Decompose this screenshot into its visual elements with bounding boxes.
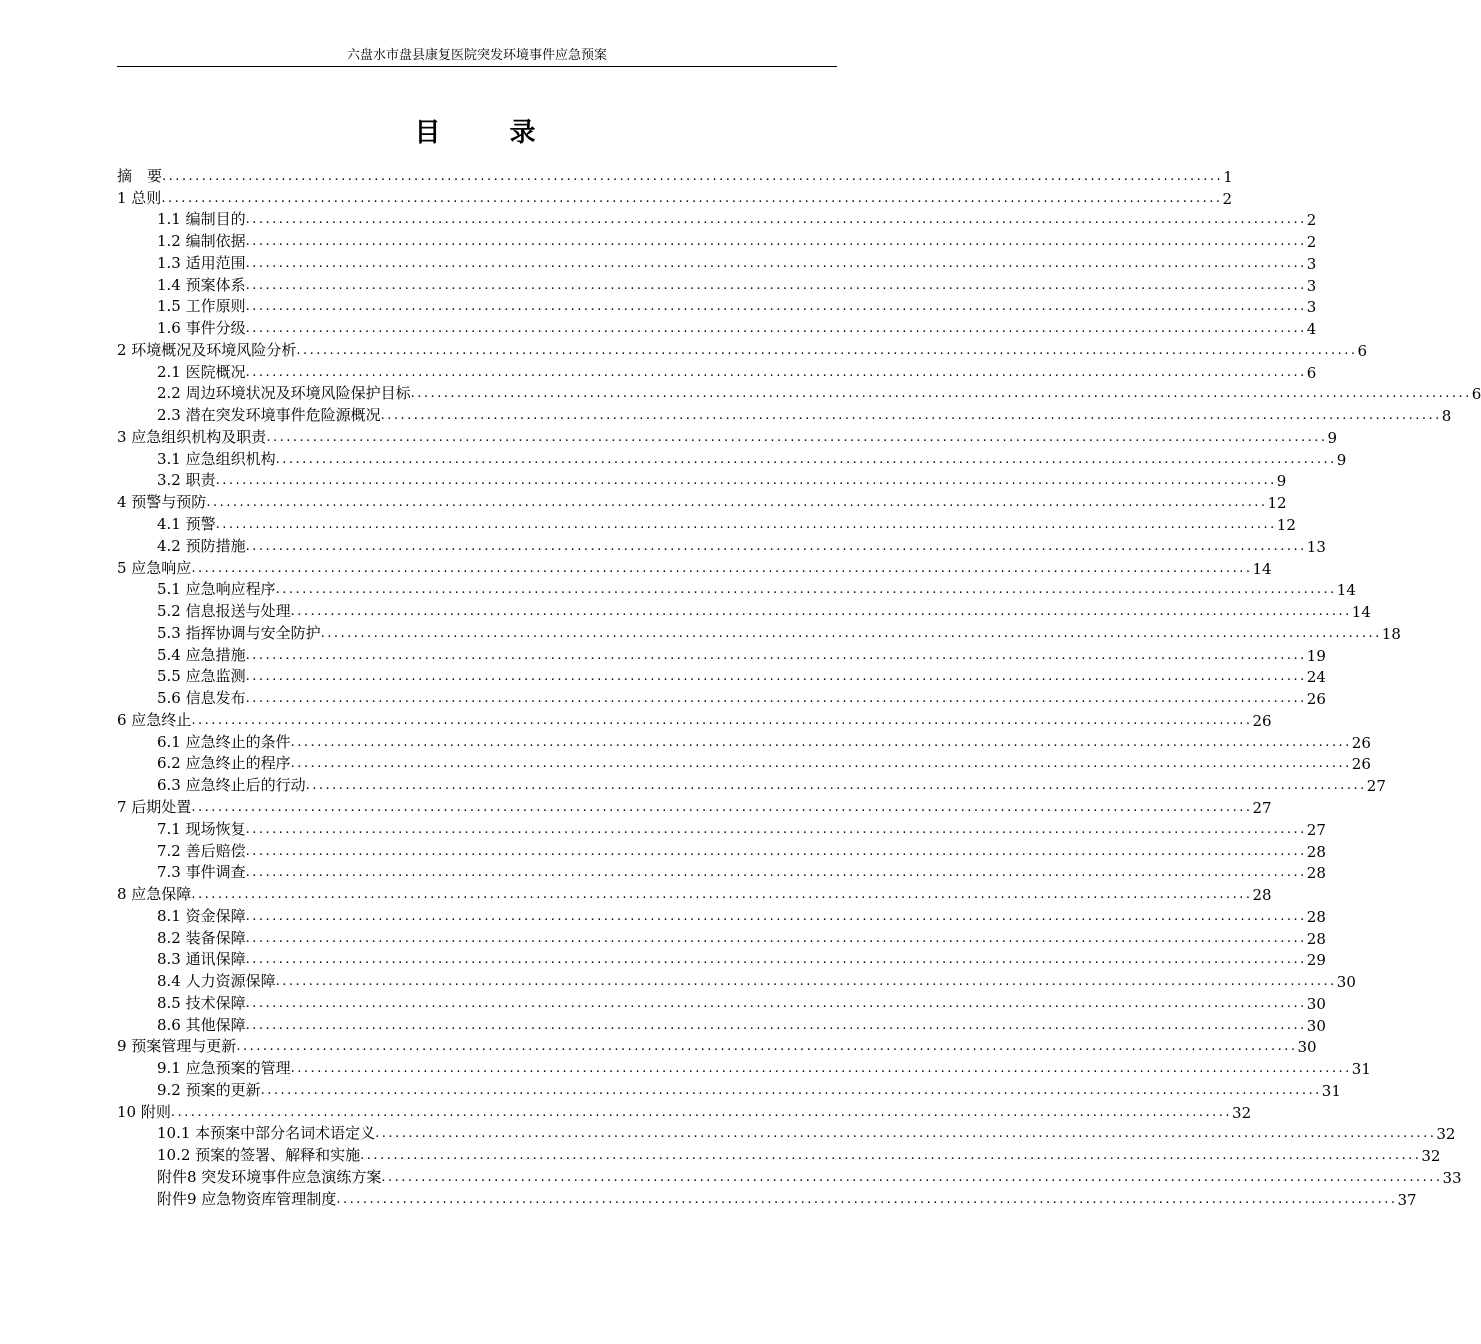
toc-dot-leader: ................................................................................................................................................................ <box>245 952 1307 968</box>
toc-entry[interactable] <box>117 1078 1341 1100</box>
toc-entry[interactable] <box>117 730 1371 752</box>
toc-dot-leader: ................................................................................................................................................................ <box>245 277 1307 293</box>
toc-entry-page: 32 <box>1421 1147 1441 1166</box>
toc-entry[interactable] <box>117 1122 1456 1144</box>
toc-entry-label: 6.2 应急终止的程序 <box>157 754 291 773</box>
toc-entry-page: 14 <box>1336 581 1356 600</box>
toc-entry-label: 6.1 应急终止的条件 <box>157 732 291 751</box>
toc-entry-label: 5.2 信息报送与处理 <box>157 602 291 621</box>
toc-dot-leader: ................................................................................................................................................................ <box>320 625 1382 641</box>
toc-dot-leader: ................................................................................................................................................................ <box>260 1082 1322 1098</box>
toc-entry[interactable] <box>117 1056 1371 1079</box>
toc-entry[interactable] <box>117 425 1338 447</box>
toc-dot-leader: ................................................................................................................................................................ <box>191 560 1253 576</box>
toc-dot-leader: ................................................................................................................................................................ <box>290 604 1352 620</box>
toc-entry[interactable] <box>117 752 1371 774</box>
toc-entry-label: 附件9 应急物资库管理制度 <box>157 1189 337 1208</box>
toc-entry-label: 1.5 工作原则 <box>157 297 246 316</box>
toc-entry-label: 1.1 编制目的 <box>157 210 246 229</box>
toc-entry[interactable] <box>117 338 1368 360</box>
toc-entry-page: 8 <box>1441 407 1452 426</box>
toc-entry-label: 9.2 预案的更新 <box>157 1080 261 1099</box>
toc-entry-page: 27 <box>1252 798 1272 817</box>
toc-entry-label: 8.4 人力资源保障 <box>157 972 276 991</box>
toc-entry-label: 7.1 现场恢复 <box>157 819 246 838</box>
toc-entry-label: 10.1 本预案中部分名词术语定义 <box>157 1124 376 1143</box>
toc-entry-label: 摘 要 <box>117 166 163 185</box>
toc-entry-label: 5.6 信息发布 <box>157 689 246 708</box>
toc-entry-page: 2 <box>1306 233 1317 252</box>
toc-entry-page: 2 <box>1306 211 1317 230</box>
toc-entry-page: 9 <box>1327 428 1338 447</box>
toc-entry[interactable] <box>117 208 1317 230</box>
toc-entry[interactable] <box>117 316 1317 339</box>
toc-dot-leader: ................................................................................................................................................................ <box>245 930 1307 946</box>
toc-entry-label: 4 预警与预防 <box>117 493 207 512</box>
toc-dot-leader: ................................................................................................................................................................ <box>245 691 1307 707</box>
toc-entry-page: 6 <box>1306 363 1317 382</box>
toc-entry-page: 27 <box>1366 777 1386 796</box>
toc-entry[interactable] <box>117 1143 1441 1166</box>
toc-dot-leader: ................................................................................................................................................................ <box>215 517 1277 533</box>
toc-entry[interactable] <box>117 621 1401 643</box>
toc-entry-label: 3.2 职责 <box>157 471 216 490</box>
toc-entry[interactable] <box>117 556 1272 578</box>
toc-entry-page: 19 <box>1306 646 1326 665</box>
toc-entry[interactable] <box>117 469 1287 491</box>
toc-entry-page: 3 <box>1306 298 1317 317</box>
toc-dot-leader: ................................................................................................................................................................ <box>162 168 1224 184</box>
toc-dot-leader: ................................................................................................................................................................ <box>410 386 1472 402</box>
toc-entry[interactable] <box>117 186 1233 208</box>
toc-entry-label: 5.1 应急响应程序 <box>157 580 276 599</box>
toc-dot-leader: ................................................................................................................................................................ <box>245 299 1307 315</box>
toc-dot-leader: ................................................................................................................................................................ <box>290 756 1352 772</box>
toc-entry-label: 2.3 潜在突发环境事件危险源概况 <box>157 406 381 425</box>
toc-entry-page: 4 <box>1306 320 1317 339</box>
toc-entry[interactable] <box>117 1035 1317 1057</box>
toc-entry-page: 33 <box>1442 1168 1462 1187</box>
toc-entry-page: 3 <box>1306 254 1317 273</box>
toc-dot-leader: ................................................................................................................................................................ <box>245 255 1307 271</box>
toc-entry-label: 4.2 预防措施 <box>157 536 246 555</box>
toc-entry-label: 8 应急保障 <box>117 885 192 904</box>
toc-dot-leader: ................................................................................................................................................................ <box>245 538 1307 554</box>
toc-dot-leader: ................................................................................................................................................................ <box>245 1017 1307 1033</box>
toc-entry-label: 9 预案管理与更新 <box>117 1037 237 1056</box>
toc-title: 目 录 <box>414 118 566 148</box>
toc-entry[interactable] <box>117 817 1326 839</box>
toc-dot-leader: ................................................................................................................................................................ <box>360 1148 1422 1164</box>
toc-entry-label: 8.3 通讯保障 <box>157 950 246 969</box>
toc-entry-page: 6 <box>1471 385 1481 404</box>
toc-entry[interactable] <box>117 360 1317 382</box>
toc-entry[interactable] <box>117 1100 1252 1122</box>
toc-entry-label: 3.1 应急组织机构 <box>157 449 276 468</box>
toc-dot-leader: ................................................................................................................................................................ <box>380 408 1442 424</box>
toc-entry[interactable] <box>117 447 1347 469</box>
toc-entry-label: 2 环境概况及环境风险分析 <box>117 340 297 359</box>
toc-dot-leader: ................................................................................................................................................................ <box>275 974 1337 990</box>
toc-entry-page: 9 <box>1336 450 1347 469</box>
toc-entry-page: 30 <box>1297 1038 1317 1057</box>
toc-entry-label: 7.3 事件调查 <box>157 863 246 882</box>
toc-entry[interactable] <box>117 665 1326 687</box>
toc-entry-page: 9 <box>1276 472 1287 491</box>
toc-entry-label: 1 总则 <box>117 188 162 207</box>
toc-entry-label: 6.3 应急终止后的行动 <box>157 776 306 795</box>
toc-dot-leader: ................................................................................................................................................................ <box>170 1104 1233 1120</box>
toc-entry[interactable] <box>117 578 1356 600</box>
toc-entry-label: 1.2 编制依据 <box>157 232 246 251</box>
toc-entry-page: 31 <box>1351 1060 1371 1079</box>
toc-dot-leader: ................................................................................................................................................................ <box>275 582 1337 598</box>
toc-entry-page: 32 <box>1232 1103 1252 1122</box>
toc-entry-label: 8.2 装备保障 <box>157 928 246 947</box>
toc-dot-leader: ................................................................................................................................................................ <box>245 321 1307 337</box>
toc-entry-label: 4.1 预警 <box>157 515 216 534</box>
toc-entry-page: 13 <box>1306 537 1326 556</box>
toc-dot-leader: ................................................................................................................................................................ <box>290 1061 1352 1077</box>
toc-dot-leader: ................................................................................................................................................................ <box>296 342 1358 358</box>
toc-dot-leader: ................................................................................................................................................................ <box>236 1039 1298 1055</box>
toc-dot-leader: ................................................................................................................................................................ <box>275 451 1337 467</box>
toc-entry[interactable] <box>117 969 1356 992</box>
toc-dot-leader: ................................................................................................................................................................ <box>191 887 1253 903</box>
toc-entry[interactable] <box>117 904 1326 926</box>
toc-entry-page: 24 <box>1306 668 1326 687</box>
toc-dot-leader: ................................................................................................................................................................ <box>336 1191 1398 1207</box>
toc-entry-page: 28 <box>1306 842 1326 861</box>
toc-entry-label: 7.2 善后赔偿 <box>157 841 246 860</box>
toc-entry-page: 28 <box>1306 929 1326 948</box>
toc-entry-page: 12 <box>1267 494 1287 513</box>
toc-entry[interactable] <box>117 382 1481 404</box>
toc-entry-page: 26 <box>1351 733 1371 752</box>
toc-entry[interactable] <box>117 1187 1417 1209</box>
toc-entry[interactable] <box>117 164 1233 186</box>
toc-entry[interactable] <box>117 926 1326 948</box>
toc-dot-leader: ................................................................................................................................................................ <box>206 495 1268 511</box>
toc-dot-leader: ................................................................................................................................................................ <box>245 843 1307 859</box>
toc-entry-label: 1.4 预案体系 <box>157 275 246 294</box>
toc-dot-leader: ................................................................................................................................................................ <box>245 908 1307 924</box>
toc-entry-page: 28 <box>1306 907 1326 926</box>
toc-entry-page: 14 <box>1351 603 1371 622</box>
toc-entry-page: 26 <box>1252 711 1272 730</box>
toc-dot-leader: ................................................................................................................................................................ <box>161 190 1223 206</box>
toc-dot-leader: ................................................................................................................................................................ <box>375 1126 1437 1142</box>
toc-entry-label: 3 应急组织机构及职责 <box>117 427 267 446</box>
table-of-contents <box>117 164 1481 1209</box>
toc-entry-page: 30 <box>1306 1016 1326 1035</box>
toc-entry-label: 9.1 应急预案的管理 <box>157 1059 291 1078</box>
toc-dot-leader: ................................................................................................................................................................ <box>245 364 1307 380</box>
toc-dot-leader: ................................................................................................................................................................ <box>381 1169 1443 1185</box>
toc-entry-page: 1 <box>1223 167 1233 186</box>
toc-entry-page: 12 <box>1276 516 1296 535</box>
toc-entry-page: 30 <box>1336 973 1356 992</box>
toc-entry[interactable] <box>117 708 1272 730</box>
toc-entry[interactable] <box>117 534 1326 556</box>
toc-entry-label: 2.1 医院概况 <box>157 362 246 381</box>
running-header: 六盘水市盘县康复医院突发环境事件应急预案 <box>346 48 607 63</box>
toc-entry-page: 29 <box>1306 951 1326 970</box>
toc-dot-leader: ................................................................................................................................................................ <box>290 734 1352 750</box>
toc-entry[interactable] <box>117 686 1326 709</box>
toc-entry[interactable] <box>117 643 1326 665</box>
toc-dot-leader: ................................................................................................................................................................ <box>245 234 1307 250</box>
toc-entry-label: 8.6 其他保障 <box>157 1015 246 1034</box>
toc-entry-page: 26 <box>1306 690 1326 709</box>
toc-entry[interactable] <box>117 599 1371 622</box>
toc-entry[interactable] <box>117 948 1326 970</box>
toc-entry-label: 附件8 突发环境事件应急演练方案 <box>157 1167 382 1186</box>
toc-entry[interactable] <box>117 273 1317 295</box>
toc-entry[interactable] <box>117 861 1326 883</box>
toc-dot-leader: ................................................................................................................................................................ <box>245 669 1307 685</box>
toc-entry-page: 2 <box>1222 189 1233 208</box>
toc-entry-label: 2.2 周边环境状况及环境风险保护目标 <box>157 384 411 403</box>
toc-entry-page: 14 <box>1252 559 1272 578</box>
toc-entry-label: 7 后期处置 <box>117 797 192 816</box>
toc-dot-leader: ................................................................................................................................................................ <box>215 473 1277 489</box>
toc-entry-page: 27 <box>1306 820 1326 839</box>
toc-dot-leader: ................................................................................................................................................................ <box>245 865 1307 881</box>
toc-dot-leader: ................................................................................................................................................................ <box>245 821 1307 837</box>
toc-entry-page: 3 <box>1306 276 1317 295</box>
toc-entry[interactable] <box>117 403 1452 426</box>
toc-dot-leader: ................................................................................................................................................................ <box>191 799 1253 815</box>
toc-entry-label: 6 应急终止 <box>117 710 192 729</box>
toc-entry[interactable] <box>117 229 1317 252</box>
toc-entry-page: 6 <box>1357 341 1368 360</box>
toc-entry-label: 5.4 应急措施 <box>157 645 246 664</box>
toc-entry-label: 8.5 技术保障 <box>157 993 246 1012</box>
toc-entry-label: 1.6 事件分级 <box>157 319 246 338</box>
toc-dot-leader: ................................................................................................................................................................ <box>245 212 1307 228</box>
toc-entry[interactable] <box>117 512 1296 535</box>
toc-entry[interactable] <box>117 773 1386 796</box>
toc-entry-page: 28 <box>1306 864 1326 883</box>
toc-entry-label: 1.3 适用范围 <box>157 253 246 272</box>
toc-entry-label: 10 附则 <box>117 1102 171 1121</box>
toc-entry[interactable] <box>117 882 1272 905</box>
toc-entry[interactable] <box>117 490 1287 513</box>
toc-entry[interactable] <box>117 295 1317 317</box>
toc-entry[interactable] <box>117 795 1272 817</box>
toc-entry[interactable] <box>117 839 1326 861</box>
toc-entry-page: 26 <box>1351 755 1371 774</box>
toc-entry[interactable] <box>117 991 1326 1013</box>
toc-entry-page: 18 <box>1381 624 1401 643</box>
toc-entry-page: 28 <box>1252 886 1272 905</box>
toc-entry-page: 37 <box>1397 1190 1417 1209</box>
toc-entry-page: 31 <box>1321 1081 1341 1100</box>
header-rule <box>117 66 837 67</box>
toc-dot-leader: ................................................................................................................................................................ <box>305 778 1367 794</box>
toc-entry-label: 5 应急响应 <box>117 558 192 577</box>
toc-entry-page: 32 <box>1436 1125 1456 1144</box>
toc-entry[interactable] <box>117 251 1317 273</box>
toc-entry-label: 5.5 应急监测 <box>157 667 246 686</box>
toc-entry-page: 30 <box>1306 994 1326 1013</box>
toc-entry[interactable] <box>117 1013 1326 1035</box>
toc-dot-leader: ................................................................................................................................................................ <box>245 995 1307 1011</box>
toc-entry-label: 10.2 预案的签署、解释和实施 <box>157 1146 361 1165</box>
toc-dot-leader: ................................................................................................................................................................ <box>191 712 1253 728</box>
toc-entry-label: 5.3 指挥协调与安全防护 <box>157 623 321 642</box>
toc-entry-label: 8.1 资金保障 <box>157 906 246 925</box>
toc-dot-leader: ................................................................................................................................................................ <box>245 647 1307 663</box>
toc-entry[interactable] <box>117 1165 1462 1187</box>
toc-dot-leader: ................................................................................................................................................................ <box>266 429 1328 445</box>
